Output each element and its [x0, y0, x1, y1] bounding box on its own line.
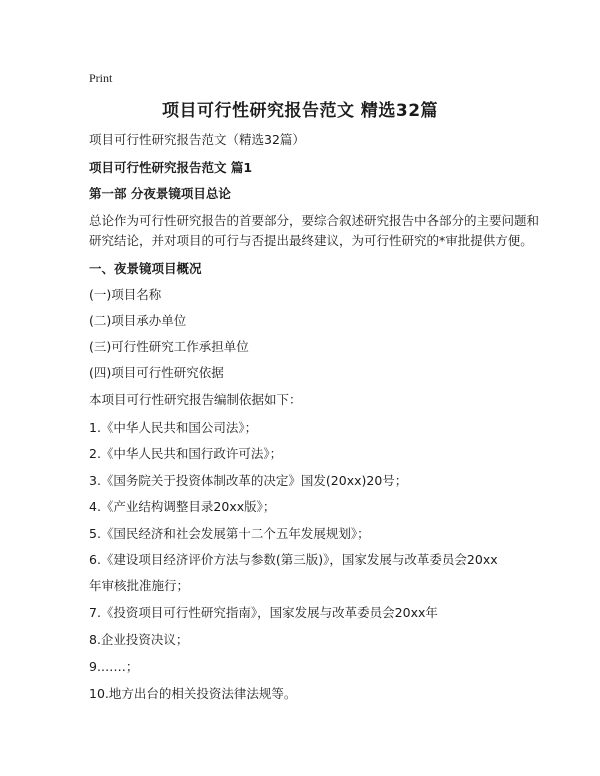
intro-paragraph-line-2: 研究结论，并对项目的可行与否提出最终建议，为可行性研究的*审批提供方便。: [89, 233, 533, 248]
basis-item: 1.《中华人民共和国公司法》；: [89, 420, 258, 435]
basis-item: 3.《国务院关于投资体制改革的决定》国发(20xx)20号；: [89, 473, 408, 488]
list-item: (三)可行性研究工作承担单位: [89, 339, 249, 354]
print-link[interactable]: Print: [89, 71, 113, 85]
basis-item: 5.《国民经济和社会发展第十二个五年发展规划》；: [89, 526, 370, 541]
basis-item: 7.《投资项目可行性研究指南》，国家发展与改革委员会20xx年: [89, 605, 438, 620]
document-subtitle: 项目可行性研究报告范文（精选32篇）: [89, 132, 305, 147]
basis-intro: 本项目可行性研究报告编制依据如下：: [89, 392, 302, 407]
intro-paragraph-line-1: 总论作为可行性研究报告的首要部分，要综合叙述研究报告中各部分的主要问题和: [89, 213, 540, 228]
list-item: (四)项目可行性研究依据: [89, 365, 224, 380]
section-heading: 一、夜景镜项目概况: [89, 261, 202, 276]
basis-item-continuation: 年审核批准施行；: [89, 578, 190, 593]
part-heading: 第一部 分夜景镜项目总论: [89, 186, 231, 201]
basis-item: 8.企业投资决议；: [89, 632, 189, 647]
page-title: 项目可行性研究报告范文 精选32篇: [161, 101, 439, 121]
basis-item: 10.地方出台的相关投资法律法规等。: [89, 686, 297, 701]
basis-item: 6.《建设项目经济评价方法与参数(第三版)》，国家发展与改革委员会20xx: [89, 552, 498, 567]
basis-item: 4.《产业结构调整目录20xx版》；: [89, 499, 276, 514]
article-heading: 项目可行性研究报告范文 篇1: [89, 160, 253, 175]
list-item: (一)项目名称: [89, 287, 162, 302]
list-item: (二)项目承办单位: [89, 313, 187, 328]
basis-item: 9.……；: [89, 659, 139, 674]
basis-item: 2.《中华人民共和国行政许可法》；: [89, 446, 283, 461]
